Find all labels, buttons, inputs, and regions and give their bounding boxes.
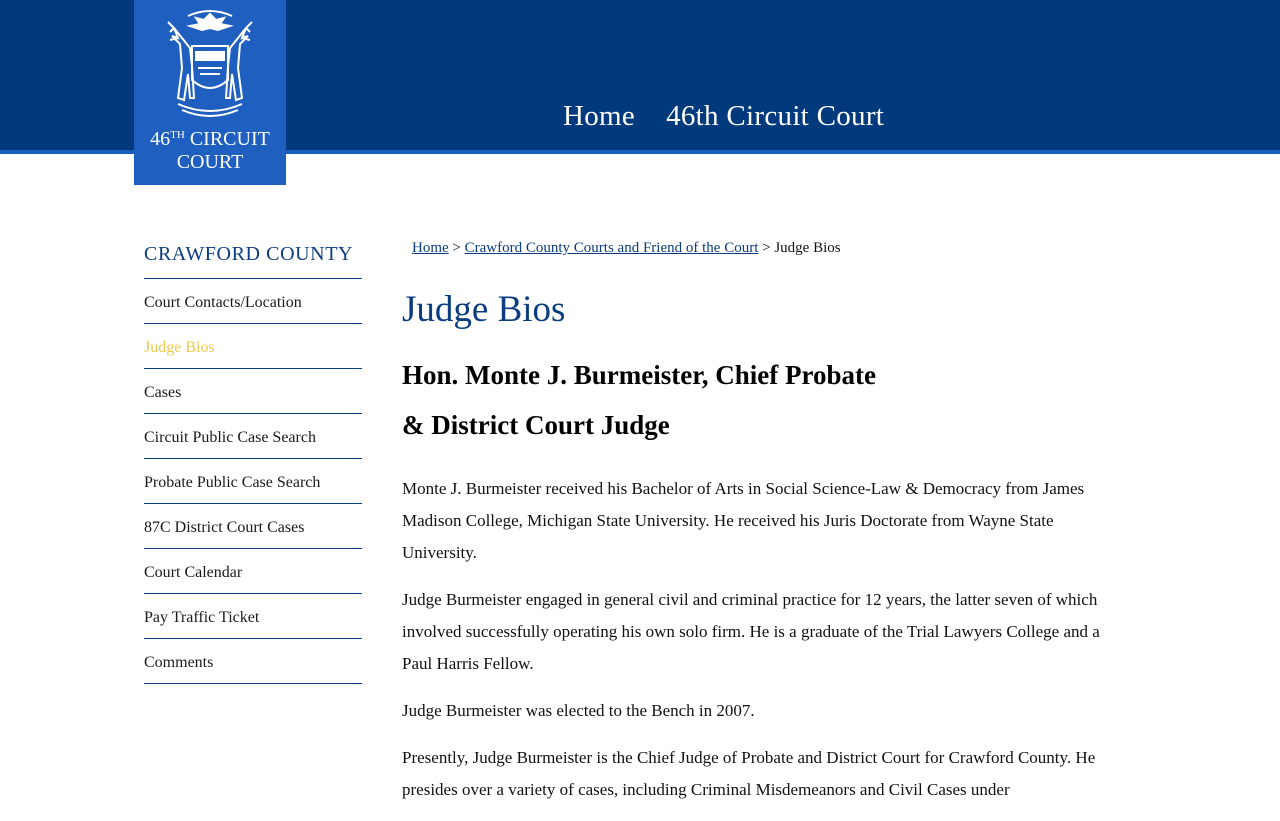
court-logo-link[interactable] bbox=[134, 0, 286, 185]
nav-46th-circuit-court-link[interactable]: 46th Circuit Court bbox=[666, 100, 885, 132]
sidebar-link-active[interactable]: Judge Bios bbox=[144, 338, 215, 356]
breadcrumb-section-link[interactable]: Crawford County Courts and Friend of the Court bbox=[464, 240, 759, 256]
sidebar-item-comments bbox=[144, 639, 362, 684]
sidebar-link[interactable]: Comments bbox=[144, 653, 214, 671]
page-title: Judge Bios bbox=[402, 289, 566, 330]
sidebar-link[interactable]: Cases bbox=[144, 383, 182, 401]
bio-paragraph: Monte J. Burmeister received his Bachelor of Arts in Social Science-Law & Democracy from James Madison College, Michigan State University. He received his Juris Doctorate from Wayne State University. bbox=[402, 479, 1085, 562]
sidebar-menu bbox=[144, 279, 362, 684]
bio-paragraph: Judge Burmeister engaged in general civil and criminal practice for 12 years, the latter seven of which involved successfully operating his own solo firm. He is a graduate of the Trial Lawyers College and a Paul Harris Fellow. bbox=[402, 590, 1100, 673]
sidebar-link[interactable]: Court Contacts/Location bbox=[144, 293, 302, 311]
michigan-seal-icon bbox=[160, 8, 260, 120]
top-navigation bbox=[563, 100, 884, 133]
breadcrumb bbox=[402, 240, 1132, 257]
sidebar-item-court-contacts bbox=[144, 279, 362, 324]
nav-home-link[interactable]: Home bbox=[563, 100, 636, 132]
sidebar-link[interactable]: Circuit Public Case Search bbox=[144, 428, 316, 446]
sidebar-link[interactable]: 87C District Court Cases bbox=[144, 518, 305, 536]
breadcrumb-current: Judge Bios bbox=[774, 240, 841, 256]
judge-heading-line2: & District Court Judge bbox=[402, 410, 670, 440]
sidebar-item-probate-public-case-search bbox=[144, 459, 362, 504]
bio-paragraph: Presently, Judge Burmeister is the Chief Judge of Probate and District Court for Crawford County. He presides over a variety of cases, including Criminal Misdemeanors and Civil Cases under bbox=[402, 748, 1096, 799]
main-content bbox=[402, 240, 1132, 821]
sidebar-item-cases bbox=[144, 369, 362, 414]
sidebar bbox=[144, 243, 362, 684]
breadcrumb-separator: > bbox=[758, 240, 775, 256]
sidebar-item-circuit-public-case-search bbox=[144, 414, 362, 459]
logo-title: 46TH CIRCUIT COURT bbox=[150, 128, 270, 173]
sidebar-title: CRAWFORD COUNTY bbox=[144, 243, 362, 279]
sidebar-link[interactable]: Pay Traffic Ticket bbox=[144, 608, 260, 626]
sidebar-link[interactable]: Court Calendar bbox=[144, 563, 243, 581]
breadcrumb-home-link[interactable]: Home bbox=[412, 240, 449, 256]
sidebar-item-pay-traffic-ticket bbox=[144, 594, 362, 639]
sidebar-item-judge-bios bbox=[144, 324, 362, 369]
judge-bio bbox=[402, 473, 1132, 806]
sidebar-item-87c-district-court-cases bbox=[144, 504, 362, 549]
judge-heading bbox=[402, 350, 922, 450]
sidebar-link[interactable]: Probate Public Case Search bbox=[144, 473, 321, 491]
breadcrumb-separator: > bbox=[448, 240, 465, 256]
bio-paragraph: Judge Burmeister was elected to the Bench in 2007. bbox=[402, 701, 755, 720]
judge-heading-line1: Hon. Monte J. Burmeister, Chief Probate bbox=[402, 360, 876, 390]
sidebar-item-court-calendar bbox=[144, 549, 362, 594]
